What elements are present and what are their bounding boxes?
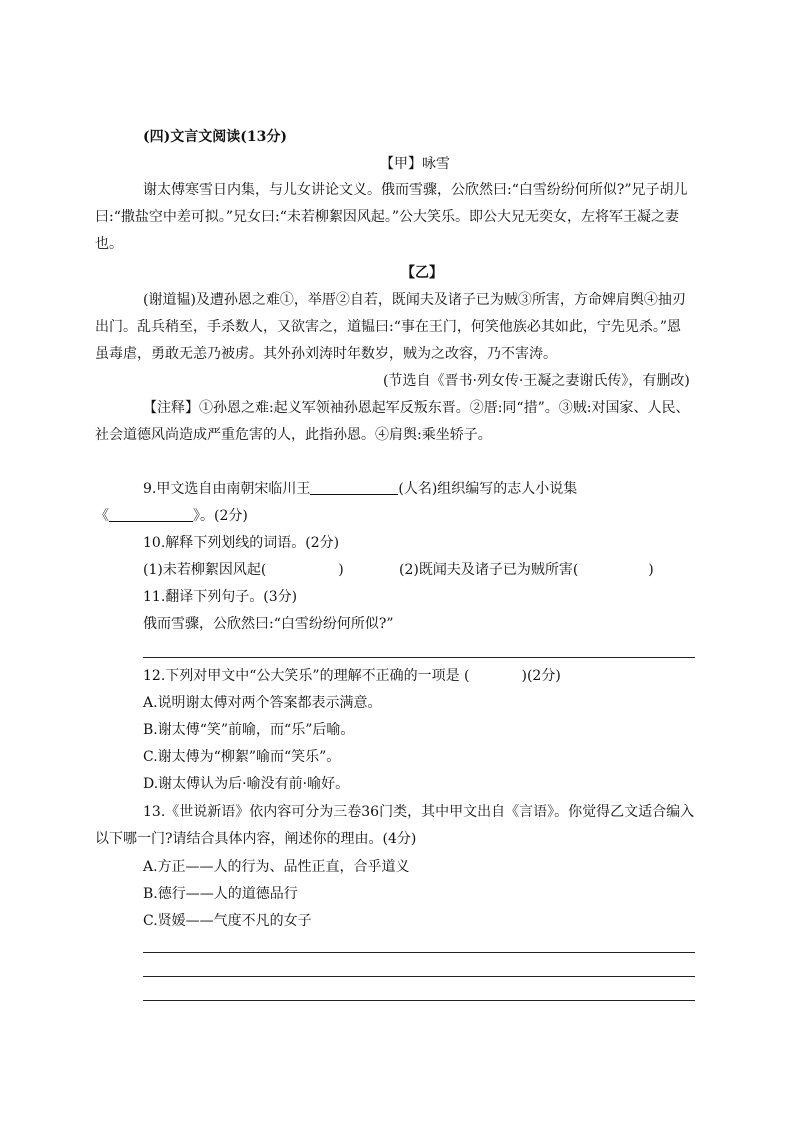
question-12-option: A.说明谢太傅对两个答案都表示满意。 bbox=[143, 695, 382, 711]
question-12-text: 12.下列对甲文中“公大笑乐”的理解不正确的一项是 ( bbox=[143, 668, 470, 684]
question-9-text-d: 》。(2分) bbox=[193, 508, 248, 524]
question-9-text-a: 9.甲文选自由南朝宋临川王 bbox=[143, 481, 311, 497]
question-11: 11.翻译下列句子。(3分) bbox=[143, 589, 298, 605]
question-10: 10.解释下列划线的词语。(2分) bbox=[143, 535, 340, 551]
passage-a-line: 谢太傅寒雪日内集，与儿女讲论文义。俄而雪骤，公欣然曰:“白雪纷纷何所似?”兄子胡儿 bbox=[143, 182, 688, 198]
question-13-option: B.德行——人的道德品行 bbox=[143, 886, 298, 902]
passage-b-source: (节选自《晋书·列女传·王凝之妻谢氏传》，有删改) bbox=[383, 373, 690, 389]
question-12 bbox=[143, 667, 561, 685]
question-10-item-2 bbox=[399, 561, 654, 579]
passage-b-line: 虽毒虐，勇敢无恙乃被虏。其外孙刘涛时年数岁，贼为之改容，乃不害涛。 bbox=[95, 346, 557, 362]
question-13-option: A.方正——人的行为、品性正直，合乎道义 bbox=[143, 859, 410, 875]
answer-line[interactable] bbox=[143, 952, 695, 953]
question-9-text-b: (人名)组织编写的志人小说集 bbox=[398, 481, 578, 497]
question-13: 13.《世说新语》依内容可分为三卷36门类，其中甲文出自《言语》。你觉得乙文适合编入 bbox=[143, 804, 695, 820]
passage-b-note: 【注释】①孙恩之难:起义军领袖孙恩起军反叛东晋。②厝:同“措”。③贼:对国家、人民、 bbox=[143, 400, 690, 416]
passage-a-line: 曰:“撒盐空中差可拟。”兄女曰:“未若柳絮因风起。”公大笑乐。即公大兄无奕女，左将军王凝之妻 bbox=[95, 209, 680, 225]
question-13-cont: 以下哪一门?请结合具体内容，阐述你的理由。(4分) bbox=[95, 831, 417, 847]
question-10-item-1 bbox=[143, 561, 344, 579]
question-11-sentence: 俄而雪骤，公欣然曰:“白雪纷纷何所似?” bbox=[143, 616, 394, 632]
passage-b-line: 出门。乱兵稍至，手杀数人，又欲害之，道韫曰:“事在王门，何笑他族必其如此，宁先见杀。”恩 bbox=[95, 319, 682, 335]
closing-paren: ) bbox=[648, 562, 654, 578]
passage-b-note: 社会道德风尚造成严重危害的人，此指孙恩。④肩舆:乘坐轿子。 bbox=[95, 427, 492, 443]
passage-b-heading: 【乙】 bbox=[401, 265, 443, 281]
question-9-text-c: 《 bbox=[95, 508, 109, 524]
question-9-cont bbox=[95, 507, 248, 525]
question-12-option: D.谢太傅认为后·喻没有前·喻好。 bbox=[143, 776, 350, 792]
closing-paren: ) bbox=[338, 562, 344, 578]
answer-blank[interactable] bbox=[310, 480, 398, 495]
passage-a-line: 也。 bbox=[95, 236, 123, 252]
answer-line[interactable] bbox=[143, 1000, 695, 1001]
question-10-item-1-text: (1)未若柳絮因风起( bbox=[143, 562, 267, 578]
passage-a-heading: 【甲】咏雪 bbox=[380, 156, 450, 172]
question-12-end: )(2分) bbox=[521, 668, 561, 684]
question-12-option: C.谢太傅为“柳絮”喻而“笑乐”。 bbox=[143, 749, 341, 765]
section-title: (四)文言文阅读(13分) bbox=[143, 129, 287, 145]
passage-b-line: (谢道韫)及遭孙恩之难①，举厝②自若，既闻夫及诸子已为贼③所害，方命婢肩舆④抽刃 bbox=[143, 292, 686, 308]
question-10-item-2-text: (2)既闻夫及诸子已为贼所害( bbox=[399, 562, 579, 578]
question-13-option: C.贤媛——气度不凡的女子 bbox=[143, 913, 312, 929]
answer-line[interactable] bbox=[143, 976, 695, 977]
question-12-option: B.谢太傅“笑”前喻，而“乐”后喻。 bbox=[143, 722, 355, 738]
answer-blank[interactable] bbox=[109, 507, 193, 522]
answer-line[interactable] bbox=[143, 657, 695, 658]
question-9 bbox=[143, 480, 577, 498]
